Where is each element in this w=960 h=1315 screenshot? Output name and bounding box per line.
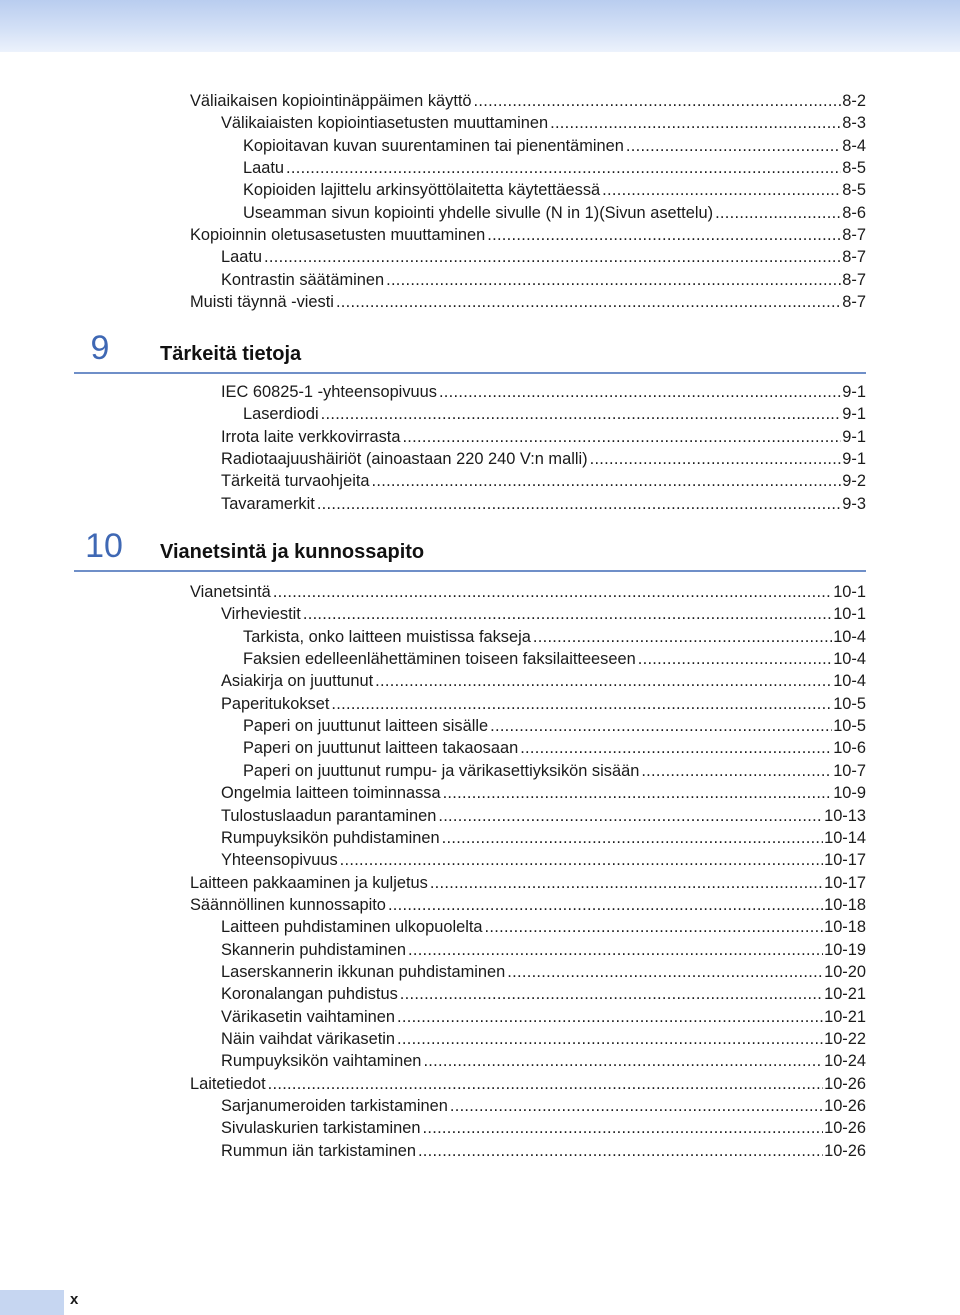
toc-entry-title: Paperi on juuttunut laitteen sisälle: [243, 717, 489, 735]
toc-entry[interactable]: [221, 805, 866, 827]
toc-entry[interactable]: [221, 603, 866, 625]
chapter-number: 9: [90, 329, 110, 367]
toc-entry[interactable]: [221, 670, 866, 692]
toc-entry-page: 10-4: [833, 672, 866, 690]
toc-entry[interactable]: [221, 827, 866, 849]
header-band: [0, 0, 960, 52]
dot-leader: [336, 291, 841, 313]
toc-entry[interactable]: [221, 849, 866, 871]
toc-entry[interactable]: [221, 1050, 866, 1072]
toc-entry[interactable]: [243, 648, 866, 670]
dot-leader: [450, 1095, 823, 1117]
toc-entry-page: 10-9: [833, 784, 866, 802]
toc-entry[interactable]: [190, 581, 866, 603]
toc-entry-page: 10-26: [824, 1097, 866, 1115]
toc-entry-page: 10-1: [833, 583, 866, 601]
toc-entry-page: 10-24: [824, 1052, 866, 1070]
toc-entry-page: 10-5: [833, 695, 866, 713]
toc-entry-page: 10-14: [824, 829, 866, 847]
toc-entry-page: 10-17: [824, 874, 866, 892]
toc-entry[interactable]: [243, 157, 866, 179]
dot-leader: [397, 1028, 823, 1050]
toc-entry-title: Useamman sivun kopiointi yhdelle sivulle (N in 1)(Sivun asettelu): [243, 204, 714, 222]
dot-leader: [490, 715, 832, 737]
toc-entry-title: Asiakirja on juuttunut: [221, 672, 374, 690]
toc-entry-page: 8-5: [842, 181, 866, 199]
toc-entry-page: 8-7: [842, 271, 866, 289]
toc-entry-title: Laitetiedot: [190, 1075, 266, 1093]
toc-entry-page: 10-18: [824, 918, 866, 936]
toc-entry[interactable]: [190, 894, 866, 916]
toc-entry-title: Kopioitavan kuvan suurentaminen tai pienentäminen: [243, 137, 624, 155]
dot-leader: [439, 381, 841, 403]
dot-leader: [626, 135, 841, 157]
chapter-title: Vianetsintä ja kunnossapito: [160, 541, 425, 563]
toc-entry-page: 10-4: [833, 650, 866, 668]
toc-entry-title: Sivulaskurien tarkistaminen: [221, 1119, 421, 1137]
toc-entry[interactable]: [221, 448, 866, 470]
dot-leader: [550, 112, 841, 134]
toc-entry[interactable]: [221, 983, 866, 1005]
toc-entry-title: Laserskannerin ikkunan puhdistaminen: [221, 963, 506, 981]
toc-entry[interactable]: [221, 269, 866, 291]
toc-entry-title: Virheviestit: [221, 605, 301, 623]
dot-leader: [474, 90, 842, 112]
toc-entry[interactable]: [221, 939, 866, 961]
toc-entry-title: Irrota laite verkkovirrasta: [221, 428, 401, 446]
toc-entry-title: Kopioiden lajittelu arkinsyöttölaitetta käytettäessä: [243, 181, 601, 199]
toc-entry-page: 10-4: [833, 628, 866, 646]
toc-entry-page: 9-2: [842, 472, 866, 490]
dot-leader: [400, 983, 823, 1005]
toc-entry-title: Faksien edelleenlähettäminen toiseen faksilaitteeseen: [243, 650, 636, 668]
toc-entry-page: 10-18: [824, 896, 866, 914]
dot-leader: [372, 470, 842, 492]
toc-entry[interactable]: [221, 1117, 866, 1139]
dot-leader: [264, 246, 841, 268]
toc-entry-title: Tarkista, onko laitteen muistissa fakseja: [243, 628, 531, 646]
toc-entry-page: 10-26: [824, 1075, 866, 1093]
toc-entry-page: 10-5: [833, 717, 866, 735]
toc-entry-page: 8-2: [842, 92, 866, 110]
toc-entry-page: 8-7: [842, 293, 866, 311]
toc-entry-title: Laitteen pakkaaminen ja kuljetus: [190, 874, 428, 892]
toc-entry[interactable]: [243, 626, 866, 648]
toc-entry-page: 8-7: [842, 226, 866, 244]
toc-entry[interactable]: [221, 961, 866, 983]
toc-entry[interactable]: [221, 1095, 866, 1117]
toc-entry-title: Muisti täynnä -viesti: [190, 293, 334, 311]
dot-leader: [331, 693, 832, 715]
toc-entry-title: Paperi on juuttunut rumpu- ja värikasettiyksikön sisään: [243, 762, 640, 780]
toc-entry[interactable]: [243, 202, 866, 224]
chapter-number: 10: [85, 527, 123, 565]
dot-leader: [533, 626, 832, 648]
dot-leader: [715, 202, 841, 224]
toc-entry-page: 8-3: [842, 114, 866, 132]
toc-entry-title: Ongelmia laitteen toiminnassa: [221, 784, 441, 802]
toc-entry-title: Rumpuyksikön puhdistaminen: [221, 829, 440, 847]
toc-entry[interactable]: [221, 246, 866, 268]
toc-entry-title: Rummun iän tarkistaminen: [221, 1142, 416, 1160]
toc-entry-page: 9-1: [842, 450, 866, 468]
toc-entry-page: 10-21: [824, 985, 866, 1003]
dot-leader: [485, 916, 824, 938]
dot-leader: [386, 269, 841, 291]
dot-leader: [443, 782, 833, 804]
toc-entry[interactable]: [221, 1006, 866, 1028]
toc-entry[interactable]: [190, 872, 866, 894]
toc-entry-title: Skannerin puhdistaminen: [221, 941, 406, 959]
toc-entry-title: Laatu: [221, 248, 263, 266]
toc-entry[interactable]: [221, 470, 866, 492]
toc-entry-page: 9-1: [842, 428, 866, 446]
toc-entry-title: Rumpuyksikön vaihtaminen: [221, 1052, 422, 1070]
dot-leader: [303, 603, 832, 625]
toc-entry-title: Välikaiaisten kopiointiasetusten muuttaminen: [221, 114, 549, 132]
toc-entry[interactable]: [243, 760, 866, 782]
toc-entry-page: 10-26: [824, 1142, 866, 1160]
toc-entry-page: 8-4: [842, 137, 866, 155]
dot-leader: [397, 1006, 823, 1028]
toc-entry-title: Tärkeitä turvaohjeita: [221, 472, 370, 490]
toc-entry[interactable]: [190, 1073, 866, 1095]
dot-leader: [430, 872, 823, 894]
toc-entry[interactable]: [221, 493, 866, 515]
toc-entry-title: Laserdiodi: [243, 405, 319, 423]
toc-entry-page: 10-7: [833, 762, 866, 780]
toc-entry[interactable]: [221, 1140, 866, 1162]
toc-entry[interactable]: [243, 715, 866, 737]
dot-leader: [321, 403, 842, 425]
toc-entry-title: Kopioinnin oletusasetusten muuttaminen: [190, 226, 486, 244]
dot-leader: [286, 157, 841, 179]
dot-leader: [638, 648, 832, 670]
dot-leader: [487, 224, 841, 246]
dot-leader: [507, 961, 823, 983]
dot-leader: [423, 1117, 824, 1139]
toc-entry-page: 10-20: [824, 963, 866, 981]
toc-entry-title: Tulostuslaadun parantaminen: [221, 807, 437, 825]
toc-entry-page: 8-7: [842, 248, 866, 266]
dot-leader: [520, 737, 832, 759]
toc-entry[interactable]: [221, 916, 866, 938]
dot-leader: [340, 849, 823, 871]
toc-entry[interactable]: [190, 291, 866, 313]
toc-entry-page: 10-19: [824, 941, 866, 959]
toc-entry-title: Sarjanumeroiden tarkistaminen: [221, 1097, 448, 1115]
toc-entry-title: IEC 60825-1 -yhteensopivuus: [221, 383, 437, 401]
toc-entry-title: Paperitukokset: [221, 695, 330, 713]
toc-entry-title: Laatu: [243, 159, 285, 177]
toc-entry[interactable]: [221, 782, 866, 804]
dot-leader: [442, 827, 823, 849]
toc-entry-page: 10-6: [833, 739, 866, 757]
page-number: x: [70, 1291, 79, 1308]
toc-entry-page: 9-1: [842, 405, 866, 423]
toc-entry-title: Tavaramerkit: [221, 495, 315, 513]
dot-leader: [273, 581, 832, 603]
toc-entry[interactable]: [190, 224, 866, 246]
page-tab: [0, 1290, 64, 1315]
toc-entry[interactable]: [243, 403, 866, 425]
toc-entry[interactable]: [190, 90, 866, 112]
toc-entry-page: 9-1: [842, 383, 866, 401]
dot-leader: [590, 448, 842, 470]
toc-entry-title: Säännöllinen kunnossapito: [190, 896, 386, 914]
chapter-10-header: [74, 528, 866, 572]
toc-entry[interactable]: [221, 693, 866, 715]
toc-entry-page: 10-17: [824, 851, 866, 869]
dot-leader: [602, 179, 841, 201]
toc-entry-page: 10-22: [824, 1030, 866, 1048]
toc-entry-page: 8-6: [842, 204, 866, 222]
chapter-9-header: [74, 330, 866, 374]
dot-leader: [438, 805, 823, 827]
dot-leader: [388, 894, 823, 916]
toc-entry-title: Vianetsintä: [190, 583, 271, 601]
toc-entry-page: 10-13: [824, 807, 866, 825]
toc-entry-title: Värikasetin vaihtaminen: [221, 1008, 396, 1026]
dot-leader: [423, 1050, 823, 1072]
dot-leader: [408, 939, 823, 961]
toc-entry-page: 9-3: [842, 495, 866, 513]
toc-entry[interactable]: [243, 737, 866, 759]
toc-entry[interactable]: [221, 1028, 866, 1050]
toc-entry-title: Väliaikaisen kopiointinäppäimen käyttö: [190, 92, 472, 110]
toc-entry-title: Yhteensopivuus: [221, 851, 338, 869]
toc-entry-page: 10-26: [824, 1119, 866, 1137]
toc-entry-page: 10-21: [824, 1008, 866, 1026]
toc-entry-page: 10-1: [833, 605, 866, 623]
dot-leader: [375, 670, 832, 692]
toc-entry-title: Radiotaajuushäiriöt (ainoastaan 220 240 V:n malli): [221, 450, 588, 468]
toc-entry-page: 8-5: [842, 159, 866, 177]
dot-leader: [402, 426, 841, 448]
toc-entry-title: Laitteen puhdistaminen ulkopuolelta: [221, 918, 483, 936]
toc-entry[interactable]: [243, 179, 866, 201]
chapter-title: Tärkeitä tietoja: [160, 343, 302, 365]
toc-entry[interactable]: [221, 112, 866, 134]
toc-entry[interactable]: [221, 426, 866, 448]
toc-entry-title: Kontrastin säätäminen: [221, 271, 385, 289]
toc-entry-title: Koronalangan puhdistus: [221, 985, 398, 1003]
toc-entry[interactable]: [221, 381, 866, 403]
dot-leader: [418, 1140, 823, 1162]
dot-leader: [641, 760, 832, 782]
toc-entry[interactable]: [243, 135, 866, 157]
dot-leader: [268, 1073, 823, 1095]
dot-leader: [317, 493, 841, 515]
toc-entry-title: Näin vaihdat värikasetin: [221, 1030, 396, 1048]
toc-entry-title: Paperi on juuttunut laitteen takaosaan: [243, 739, 519, 757]
